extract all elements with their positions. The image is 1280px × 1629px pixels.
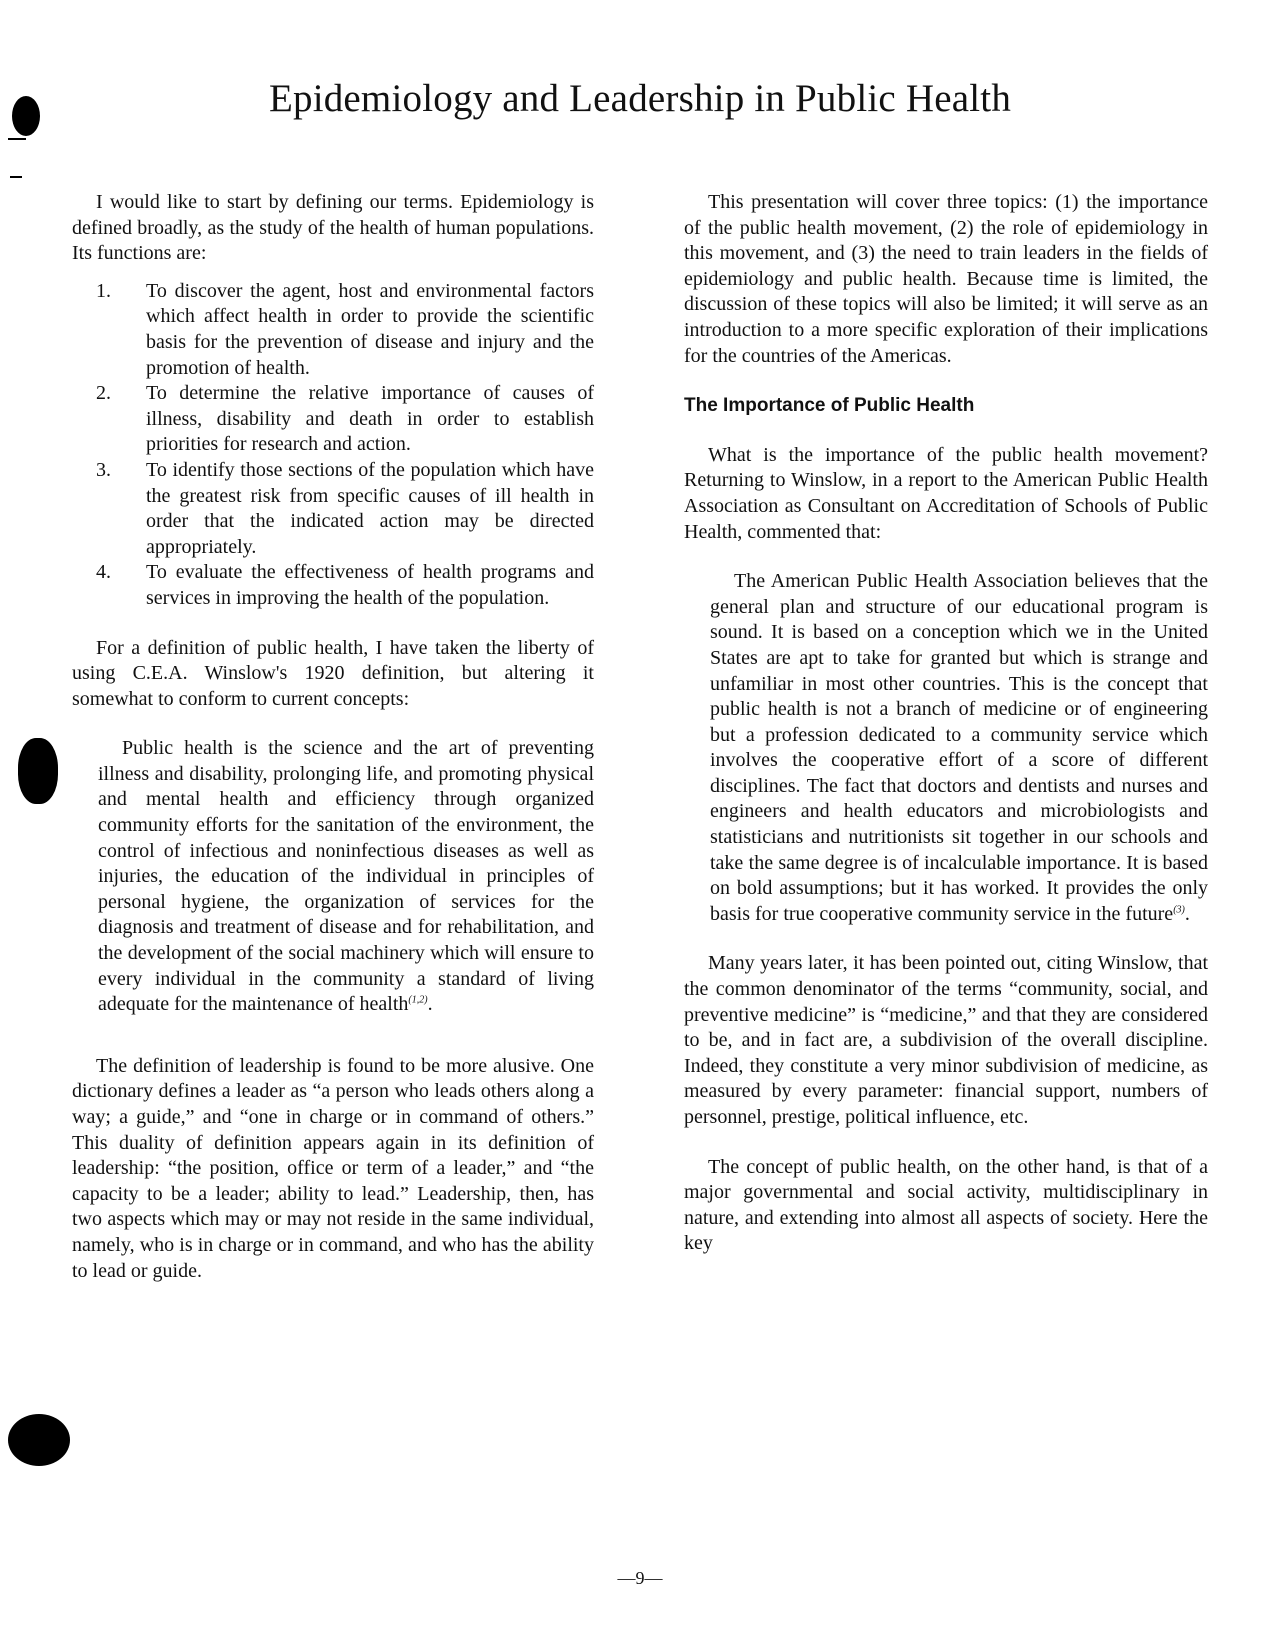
- function-text: To discover the agent, host and environmental factors which affect health in order to provide the scientific basis for the prevention of disease and injury and the promotion of health.: [146, 279, 594, 379]
- punch-hole-tail-top: [8, 138, 26, 140]
- importance-paragraph: What is the importance of the public health movement? Returning to Winslow, in a report to the American Public Health Association as Consultant on Accreditation of Schools of Public Health, commented that:: [684, 443, 1208, 543]
- citation-ref: (1,2): [408, 994, 428, 1006]
- page-title: Epidemiology and Leadership in Public Health: [268, 77, 1012, 120]
- function-item: [72, 279, 594, 381]
- left-column: [72, 190, 594, 1284]
- margin-dash-mark: [10, 176, 22, 178]
- page-number: —9—: [617, 1568, 663, 1588]
- function-text: To identify those sections of the population which have the greatest risk from specific causes of ill health in order that the indicated action may be directed appropriately.: [146, 458, 594, 558]
- function-item: [72, 381, 594, 458]
- function-number: 2.: [96, 382, 111, 405]
- citation-ref: (3): [1173, 904, 1185, 916]
- function-number: 3.: [96, 458, 111, 481]
- public-health-intro-paragraph: For a definition of public health, I have taken the liberty of using C.E.A. Winslow's 1920 definition, but altering it somewhat to conform to current concepts:: [72, 636, 594, 710]
- public-health-definition-quote: Public health is the science and the art of preventing illness and disability, prolonging life, and promoting physical and mental health and efficiency through organized community efforts for the sanitation of the environment, the control of infectious and noninfectious diseases as well as injuries, the education of the individual in principles of personal hygiene, the organization of services for the diagnosis and treatment of disease and for rehabilitation, and the development of the social machinery which will ensure to every individual in the community a standard of living adequate for the maintenance of health$^{(1,2)}$.: [98, 737, 594, 1016]
- right-column: [684, 190, 1208, 1257]
- function-text: To determine the relative importance of causes of illness, disability and death in order to establish priorities for research and action.: [146, 382, 594, 456]
- overview-paragraph: This presentation will cover three topics: (1) the importance of the public health movement, (2) the role of epidemiology in this movement, and (3) the need to train leaders in the fields of epidemiology and public health. Because time is limited, the discussion of these topics will also be limited; it will serve as an introduction to a more specific exploration of their implications for the countries of the Americas.: [684, 191, 1208, 367]
- function-text: To evaluate the effectiveness of health programs and services in improving the health of the population.: [146, 561, 594, 609]
- punch-hole-mark-bottom: [8, 1414, 70, 1466]
- section-heading: The Importance of Public Health: [684, 395, 975, 417]
- public-health-definition-text: Public health is the science and the art of preventing illness and disability, prolonging life, and promoting physical and mental health and efficiency through organized community efforts for the sanitation of the environment, the control of infectious and noninfectious diseases as well as injuries, the education of the individual in principles of personal hygiene, the organization of services for the diagnosis and treatment of disease and for rehabilitation, and the development of the social machinery which will ensure to every individual in the community a standard of living adequate for the maintenance of health: [98, 737, 594, 1016]
- concept-paragraph: The concept of public health, on the other hand, is that of a major governmental and social activity, multidisciplinary in nature, and extending into almost all aspects of society. Here the key: [684, 1155, 1208, 1255]
- function-item: [72, 458, 594, 560]
- many-years-paragraph: Many years later, it has been pointed out, citing Winslow, that the common denominator of the terms “community, social, and preventive medicine” is “medicine,” and that they are considered to be, and in fact are, a subdivision of the overall discipline. Indeed, they constitute a very minor subdivision of medicine, as measured by every parameter: financial support, numbers of personnel, prestige, political influence, etc.: [684, 952, 1208, 1128]
- epidemiology-functions-list: [72, 279, 594, 612]
- intro-paragraph: I would like to start by defining our terms. Epidemiology is defined broadly, as the study of the health of human populations. Its functions are:: [72, 191, 594, 265]
- function-number: 1.: [96, 279, 111, 302]
- function-number: 4.: [96, 561, 111, 584]
- punch-hole-mark-middle: [18, 738, 58, 804]
- function-item: [72, 560, 594, 611]
- apha-quote-text: The American Public Health Association believes that the general plan and structure of our educational program is sound. It is based on a conception which we in the United States are apt to take for granted but which is strange and unfamiliar in most other countries. This is the concept that public health is not a branch of medicine or of engineering but a profession dedicated to a community service which involves the cooperative effort of a score of different disciplines. The fact that doctors and dentists and nurses and engineers and health educators and microbiologists and statisticians and nutritionists sit together in our schools and take the same degree is of incalculable importance. It is based on bold assumptions; but it has worked. It provides the only basis for true cooperative community service in the future: [710, 570, 1208, 925]
- apha-quote: The American Public Health Association believes that the general plan and structure of our educational program is sound. It is based on a conception which we in the United States are apt to take for granted but which is strange and unfamiliar in most other countries. This is the concept that public health is not a branch of medicine or of engineering but a profession dedicated to a community service which involves the cooperative effort of a score of different disciplines. The fact that doctors and dentists and nurses and engineers and health educators and microbiologists and statisticians and nutritionists sit together in our schools and take the same degree is of incalculable importance. It is based on bold assumptions; but it has worked. It provides the only basis for true cooperative community service in the future$^{(3)}$.: [710, 570, 1208, 925]
- leadership-paragraph: The definition of leadership is found to be more alusive. One dictionary defines a leader as “a person who leads others along a way; a guide,” and “one in charge or in command of others.” This duality of definition appears again in its definition of leadership: “the position, office or term of a leader,” and “the capacity to be a leader; ability to lead.” Leadership, then, has two aspects which may or may not reside in the same individual, namely, who is in charge or in command, and who has the ability to lead or guide.: [72, 1054, 594, 1282]
